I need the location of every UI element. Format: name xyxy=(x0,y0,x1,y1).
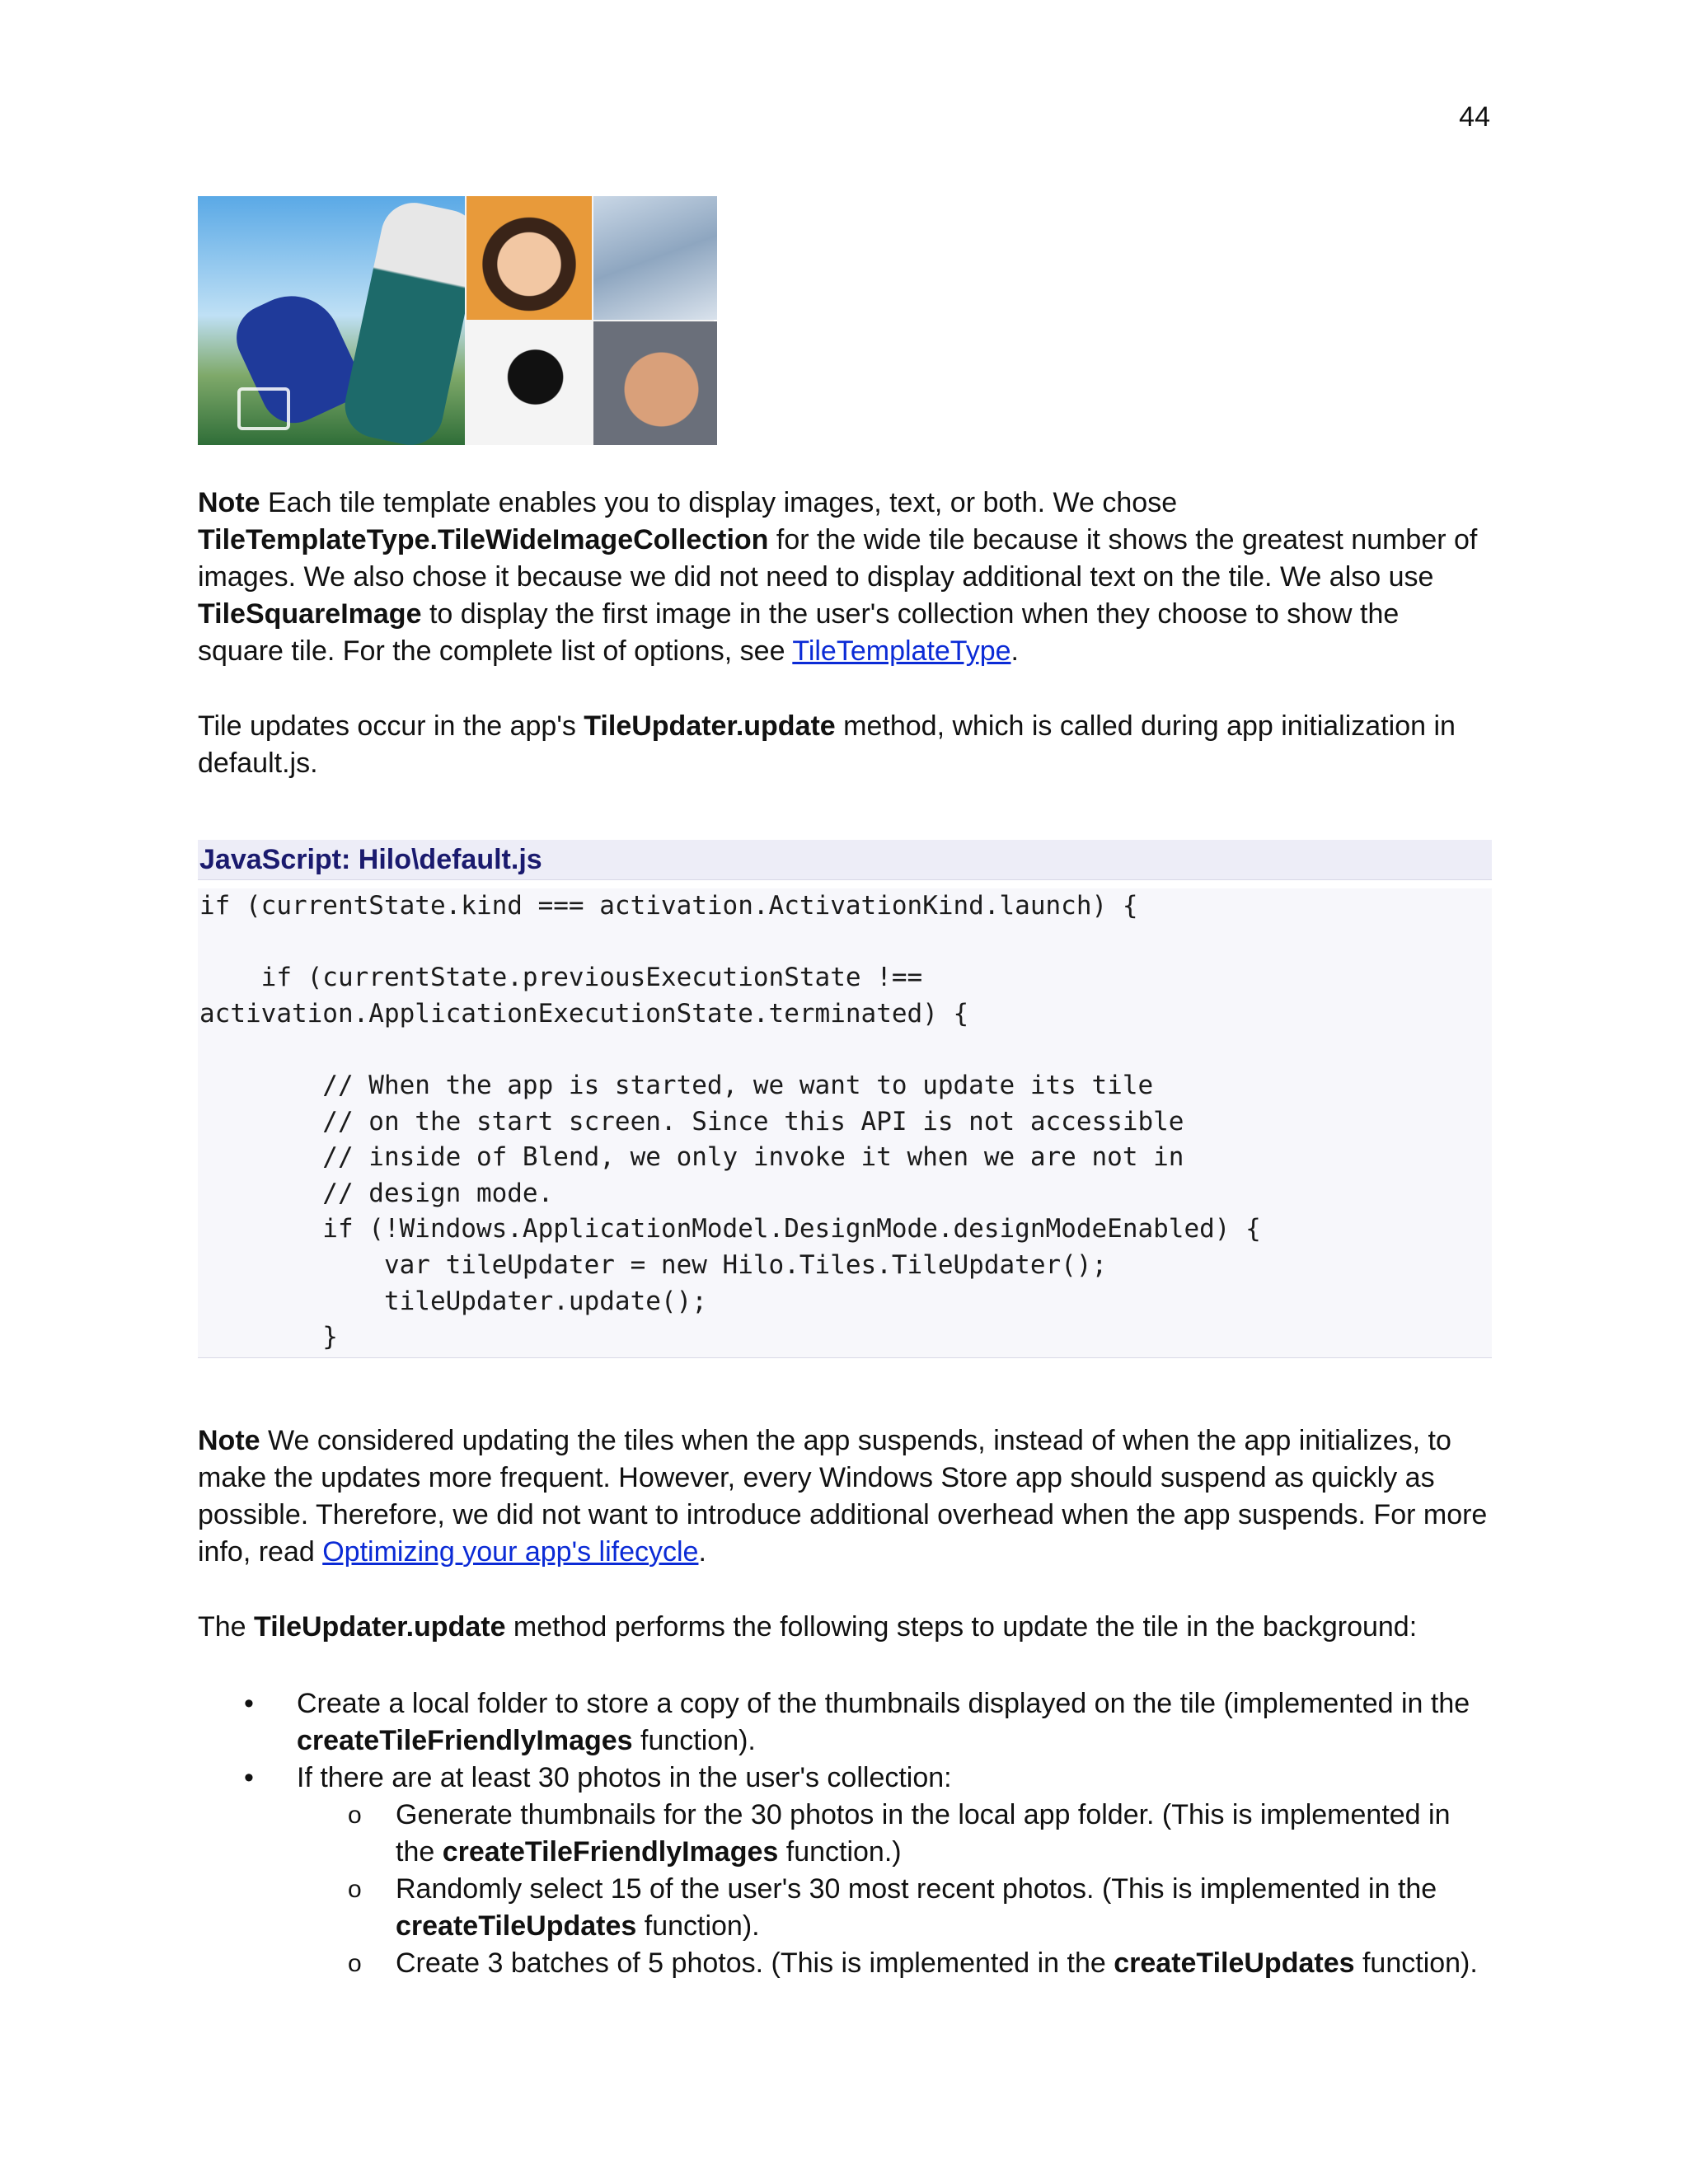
steps-list xyxy=(198,1685,1492,1982)
photos-app-icon xyxy=(237,387,290,430)
code-block: if (currentState.kind === activation.ActivationKind.launch) { if (currentState.previousExecutionState !== activation.ApplicationExecutionState.terminated) { // When the app is started, we want to update its tile // on the start screen. Since this API is not accessible // inside of Blend, we only invoke it when we are not in // design mode. if (!Windows.ApplicationModel.DesignMode.designModeEnabled) { var tileUpdater = new Hilo.Tiles.TileUpdater(); tileUpdater.update(); } xyxy=(198,888,1492,1358)
sub-steps-list xyxy=(297,1797,1492,1982)
paragraph-update-steps: The TileUpdater.update method performs the following steps to update the tile in the background: xyxy=(198,1610,1418,1643)
tile-photo-face-down xyxy=(467,196,592,320)
link-tile-template-type[interactable]: TileTemplateType xyxy=(792,635,1011,667)
goalkeeper-shape xyxy=(339,197,465,445)
list-item: • Create a local folder to store a copy of the thumbnails displayed on the tile (implemented in the createTileFriendlyImages function). xyxy=(198,1685,1492,1760)
tile-photo-portrait xyxy=(593,321,717,445)
note-paragraph-tile-templates: Note Each tile template enables you to display images, text, or both. We chose TileTemplateType.TileWideImageCollection for the wide tile because it shows the greatest number of images. We also chose it because we did not need to display additional text on the tile. We also use TileSquareImage to display the first image in the user's collection when they choose to show the square tile. For the complete list of options, see TileTemplateType. xyxy=(198,487,1478,667)
sub-list-item: o Generate thumbnails for the 30 photos in the local app folder. (This is implemented in the createTileFriendlyImages function.) xyxy=(297,1797,1492,1871)
tile-photo-silhouette xyxy=(467,321,592,445)
tile-photo-soccer xyxy=(198,196,465,445)
paragraph-tile-updates: Tile updates occur in the app's TileUpdater.update method, which is called during app initialization in default.js. xyxy=(198,710,1456,779)
link-optimizing-app-lifecycle[interactable]: Optimizing your app's lifecycle xyxy=(322,1535,699,1568)
tile-photo-sky xyxy=(593,196,717,320)
page-number: 44 xyxy=(1459,101,1490,133)
code-block-title: JavaScript: Hilo\default.js xyxy=(198,840,1492,880)
sub-list-item: o Randomly select 15 of the user's 30 most recent photos. (This is implemented in the createTileUpdates function). xyxy=(297,1871,1492,1945)
page-content xyxy=(198,196,1492,1982)
wide-tile-image-collection xyxy=(198,196,714,445)
sub-list-item: o Create 3 batches of 5 photos. (This is implemented in the createTileUpdates function). xyxy=(297,1945,1492,1982)
note-paragraph-suspend: Note We considered updating the tiles when the app suspends, instead of when the app initializes, to make the updates more frequent. However, every Windows Store app should suspend as quickly as possible. Therefore, we did not want to introduce additional overhead when the app suspends. For more info, read Optimizing your app's lifecycle. xyxy=(198,1424,1488,1568)
list-item: • If there are at least 30 photos in the user's collection: o Generate thumbnails for the 30 photos in the local app folder. (This is implemented in the createTileFriendlyImages function.) o Randomly select 15 of the user's 30 most recent photos. (This is implemented in the createTileUpdates function). o Create 3 batches of 5 photos. (This is implemented in the createTileUpdates function). xyxy=(198,1760,1492,1982)
note-label: Note xyxy=(198,1424,260,1456)
note-label: Note xyxy=(198,487,260,518)
